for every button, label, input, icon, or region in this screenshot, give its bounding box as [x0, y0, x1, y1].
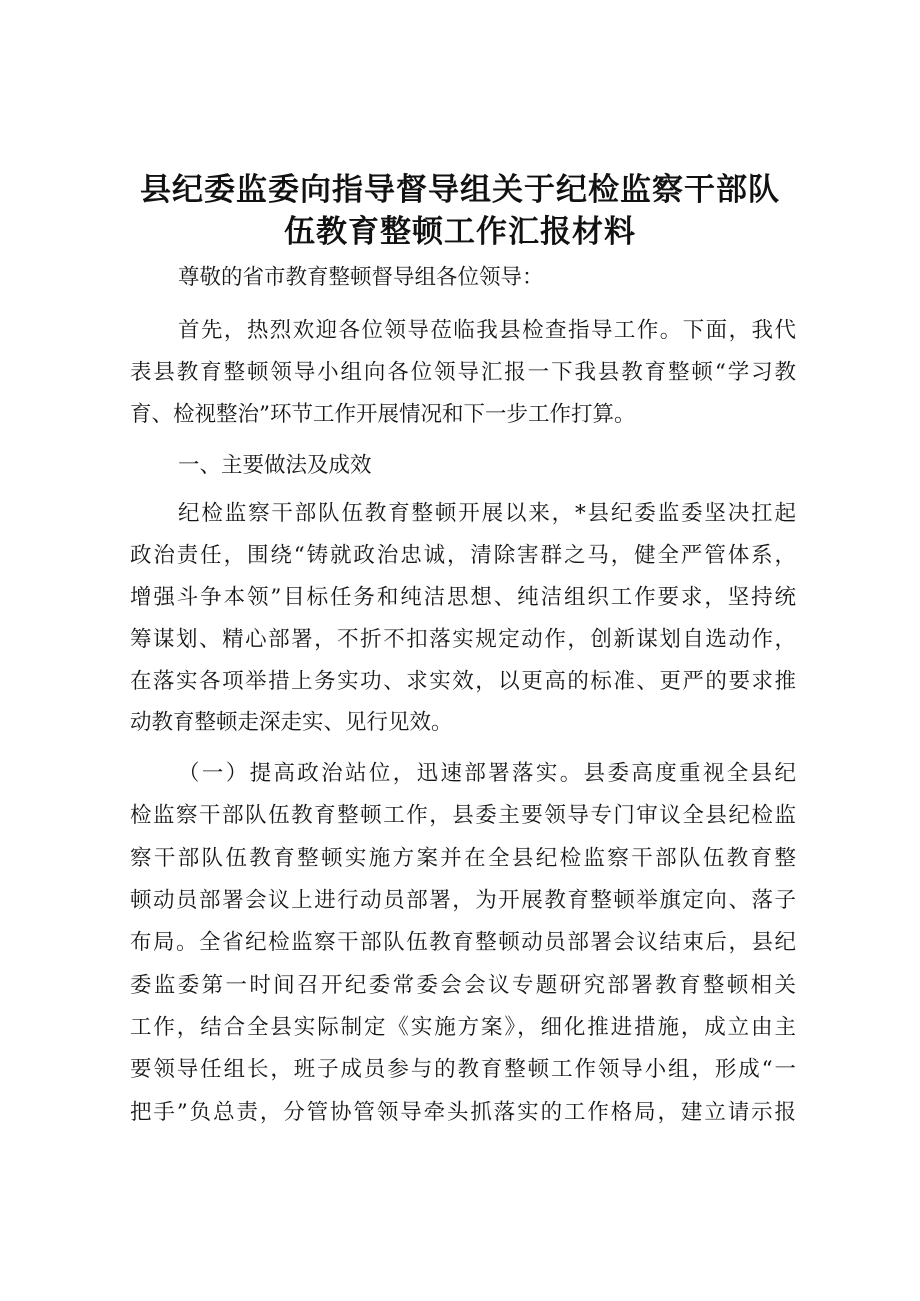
section-heading: 一、主要做法及成效	[178, 453, 372, 478]
summary-line: 筹谋划、精心部署，不折不扣落实规定动作，创新谋划自选动作，	[130, 627, 796, 652]
subsection-line: 顿动员部署会议上进行动员部署，为开展教育整顿举旗定向、落子	[130, 888, 796, 913]
salutation: 尊敬的省市教育整顿督导组各位领导：	[178, 265, 544, 290]
intro-line: 育、检视整治”环节工作开展情况和下一步工作打算。	[130, 402, 636, 427]
intro-line: 首先，热烈欢迎各位领导莅临我县检查指导工作。下面，我代	[178, 318, 796, 343]
subsection-line: 检监察干部队伍教育整顿工作，县委主要领导专门审议全县纪检监	[130, 803, 796, 828]
document-title-line-2: 伍教育整顿工作汇报材料	[284, 214, 636, 250]
intro-line: 表县教育整顿领导小组向各位领导汇报一下我县教育整顿“学习教	[130, 360, 796, 385]
subsection-line: （一）提高政治站位，迅速部署落实。县委高度重视全县纪	[178, 761, 796, 786]
subsection-line: 要领导任组长，班子成员参与的教育整顿工作领导小组，形成“一	[130, 1057, 796, 1082]
subsection-line: 委监委第一时间召开纪委常委会会议专题研究部署教育整顿相关	[130, 973, 796, 998]
summary-line: 动教育整顿走深走实、见行见效。	[130, 710, 453, 735]
subsection-line: 把手”负总责，分管协管领导牵头抓落实的工作格局，建立请示报	[130, 1100, 796, 1125]
summary-line: 政治责任，围绕“铸就政治忠诚，清除害群之马，健全严管体系，	[130, 543, 796, 568]
document-title-line-1: 县纪委监委向指导督导组关于纪检监察干部队	[140, 172, 780, 208]
summary-line: 增强斗争本领”目标任务和纯洁思想、纯洁组织工作要求，坚持统	[130, 585, 796, 610]
subsection-line: 布局。全省纪检监察干部队伍教育整顿动员部署会议结束后，县纪	[130, 930, 796, 955]
summary-line: 在落实各项举措上务实功、求实效，以更高的标准、更严的要求推	[130, 669, 796, 694]
subsection-line: 工作，结合全县实际制定《实施方案》，细化推进措施，成立由主	[130, 1015, 796, 1040]
summary-line: 纪检监察干部队伍教育整顿开展以来，*县纪委监委坚决扛起	[178, 501, 796, 526]
subsection-line: 察干部队伍教育整顿实施方案并在全县纪检监察干部队伍教育整	[130, 846, 796, 871]
